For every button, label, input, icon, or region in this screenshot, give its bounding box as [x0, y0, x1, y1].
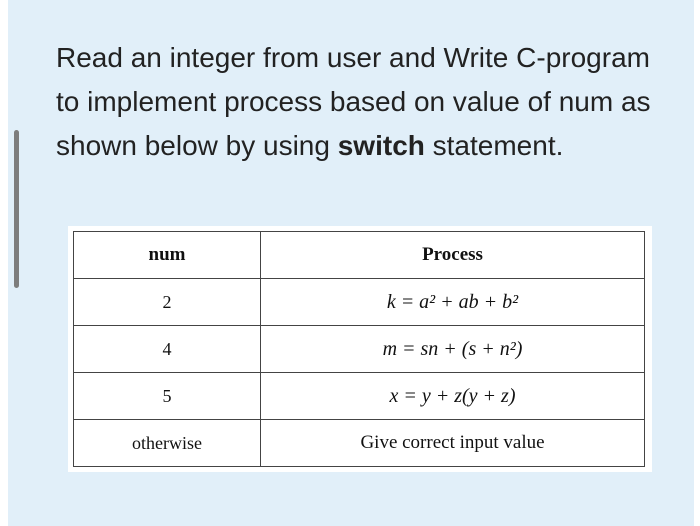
row-process: m = sn + (s + n²)	[261, 326, 645, 373]
process-table-image	[68, 226, 652, 472]
table-header-row	[74, 232, 645, 279]
table-row	[74, 373, 645, 420]
header-num: num	[74, 232, 261, 279]
header-process: Process	[261, 232, 645, 279]
table-row	[74, 420, 645, 467]
row-num: 2	[74, 279, 261, 326]
row-process: k = a² + ab + b²	[261, 279, 645, 326]
row-num: 4	[74, 326, 261, 373]
scroll-indicator[interactable]	[14, 130, 19, 288]
table-row	[74, 326, 645, 373]
process-table	[73, 231, 645, 467]
question-text	[56, 36, 656, 168]
question-card	[8, 0, 694, 526]
switch-keyword: switch	[337, 130, 425, 161]
row-num: 5	[74, 373, 261, 420]
question-text-before: Read an integer from user and Write C-program to implement process based on value of num as shown below by using	[56, 42, 651, 161]
row-process: Give correct input value	[261, 420, 645, 467]
row-process: x = y + z(y + z)	[261, 373, 645, 420]
question-text-after: statement.	[424, 130, 564, 161]
table-row	[74, 279, 645, 326]
row-num: otherwise	[74, 420, 261, 467]
